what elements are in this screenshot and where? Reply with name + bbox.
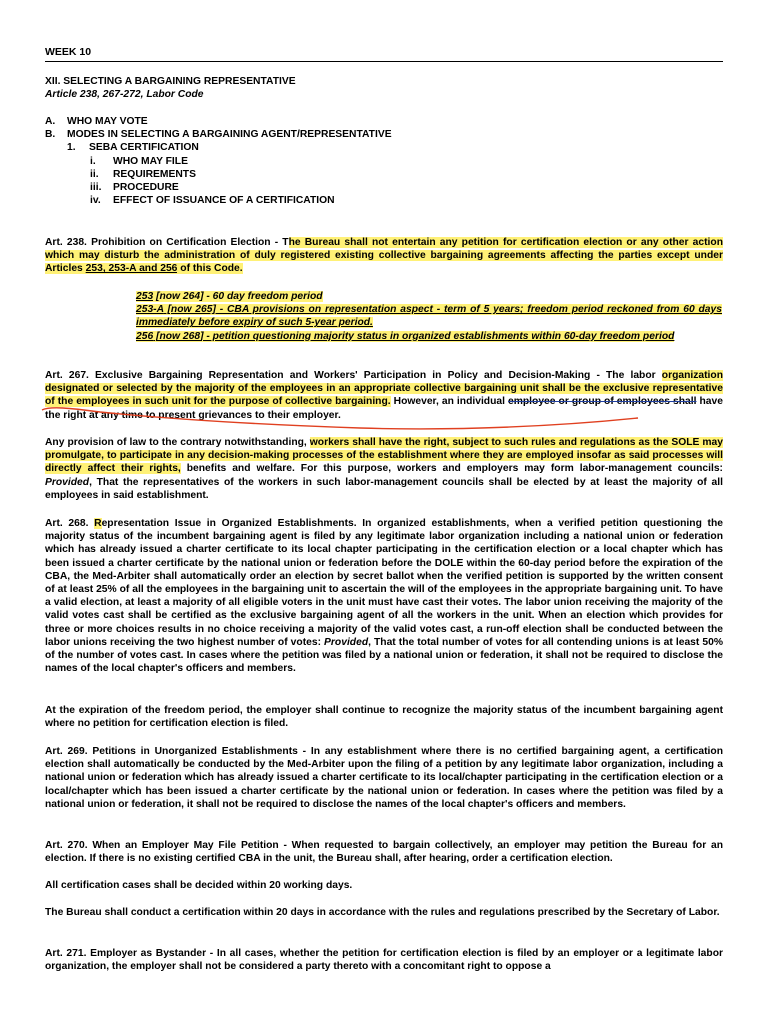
art268-paragraph-1: Art. 268. Representation Issue in Organized Establishments. In organized establishments, when a verified petition questioning the majority status of the incumbent bargaining agent is filed by any legitimate labor organization including a national union or federation which has already issued a charter certificate to its local chapter participating in the certification election or a local chapter which has been issued a charter certificate by the national union or federation before the DOLE within the 60-day period before the expiration of the CBA, the Med-Arbiter shall automatically order an election by secret ballot when the verified petition is supported by the written consent of at least 25% of all the employees in the bargaining unit to ascertain the will of the employees in the appropriate bargaining unit. To have a valid election, at least a majority of all eligible voters in the unit must have cast their votes. The labor union receiving the majority of the valid votes cast shall be certified as the exclusive bargaining agent of all the workers in the unit. When an election which provides for three or more choices results in no choice receiving a majority of the valid votes cast, a run-off election shall be conducted between the labor unions receiving the two highest number of votes: Provided, That the total number of votes for all contending unions is at least 50% of the number of votes cast. In cases where the petition was filed by a national union or federation, it shall not be required to disclose the names of the local chapter's officers and members. [45,518,723,675]
week-header: WEEK 10 [45,46,92,58]
art271-paragraph: Art. 271. Employer as Bystander - In all cases, whether the petition for certification election is filed by an employer or a legitimate labor organization, the employer shall not be considered a party thereto with a concomitant right to oppose a [45,948,723,973]
note-253a: 253-A [now 265] - CBA provisions on representation aspect - term of 5 years; freedom period reckoned from 60 days immediately before expiry of such 5-year period. [136,304,722,329]
art238-notes [136,290,722,343]
highlighted-text: organization designated or selected by the majority of the employees in an appropriate collective bargaining unit shall be the exclusive representative of the employees in such unit for the purpose of collective bargaining. [45,370,723,408]
section-title: XII. SELECTING A BARGAINING REPRESENTATIVE [45,76,296,87]
note-253: 253 [now 264] - 60 day freedom period [136,291,323,302]
outline-sub-item: ii. REQUIREMENTS [90,168,196,180]
note-256: 256 [now 268] - petition questioning majority status in organized establishments within 60-day freedom period [136,330,675,342]
outline-sub-item: iv. EFFECT OF ISSUANCE OF A CERTIFICATION [90,195,335,207]
art267-paragraph-2: Any provision of law to the contrary notwithstanding, workers shall have the right, subject to such rules and regulations as the SOLE may promulgate, to participate in any decision-making processes of the establishment where they are employed insofar as said processes will directly affect their rights, benefits and welfare. For this purpose, workers and employers may form labor-management councils: Provided, That the representatives of the workers in such labor-management councils shall be elected by at least the majority of all employees in said establishment. [45,437,723,501]
art270-paragraph-2: All certification cases shall be decided within 20 working days. [45,880,353,891]
section-subtitle: Article 238, 267-272, Labor Code [45,89,204,101]
art268-paragraph-2: At the expiration of the freedom period, the employer shall continue to recognize the majority status of the incumbent bargaining agent where no petition for certification election is filed. [45,705,723,730]
article-refs: 253, 253-A and 256 [85,263,178,275]
outline-item-b: B. MODES IN SELECTING A BARGAINING AGENT/REPRESENTATIVE [45,129,392,141]
outline [45,115,723,207]
section-heading [45,75,723,101]
struck-text: employee or group of employees shall [508,396,697,408]
art238-paragraph: Art. 238. Prohibition on Certification Election - The Bureau shall not entertain any petition for certification election or any other action which may disturb the administration of duly registered existing collective bargaining agreements affecting the parties except under Articles 253, 253-A and 256 of this Code. [45,237,723,275]
outline-item-1: 1. SEBA CERTIFICATION [67,142,199,154]
art269-paragraph: Art. 269. Petitions in Unorganized Establishments - In any establishment where there is no certified bargaining agent, a certification election shall automatically be conducted by the Med-Arbiter upon the filing of a petition by any legitimate labor organization, including a national union or federation which has already issued a charter certificate to its local/chapter participating in the certification election or a local/chapter which has been issued a charter certificate by the national union or federation. In cases where the petition was filed by a national union or federation, it shall not be required to disclose the names of the local chapter's officers and members. [45,746,723,810]
art270-paragraph-3: The Bureau shall conduct a certification within 20 days in accordance with the rules and regulations prescribed by the Secretary of Labor. [45,907,720,918]
pen-underline-mark [40,404,640,434]
outline-sub-item: i. WHO MAY FILE [90,155,188,167]
art267-paragraph-1: Art. 267. Exclusive Bargaining Representation and Workers' Participation in Policy and Decision-Making - The labor organization designated or selected by the majority of the employees in an appropriate collective bargaining unit shall be the exclusive representative of the employees in such unit for the purpose of collective bargaining. However, an individual employee or group of employees shall have the right at any time to present grievances to their employer. [45,370,723,421]
highlighted-text: workers shall have the right, subject to such rules and regulations as the SOLE may promulgate, to participate in any decision-making processes of the establishment where they are employed insofar as said processes will directly affect their rights, [45,437,723,475]
outline-sub-item: iii. PROCEDURE [90,182,179,194]
highlighted-text: he Bureau shall not entertain any petition for certification election or any other action which may disturb the administration of duly registered existing collective bargaining agreements affecting the parties except under Articles [45,237,723,275]
header-rule [45,61,723,62]
art270-paragraph-1: Art. 270. When an Employer May File Petition - When requested to bargain collectively, an employer may petition the Bureau for an election. If there is no existing certified CBA in the unit, the Bureau shall, after hearing, order a certification election. [45,840,723,865]
outline-item-a: A. WHO MAY VOTE [45,116,148,127]
